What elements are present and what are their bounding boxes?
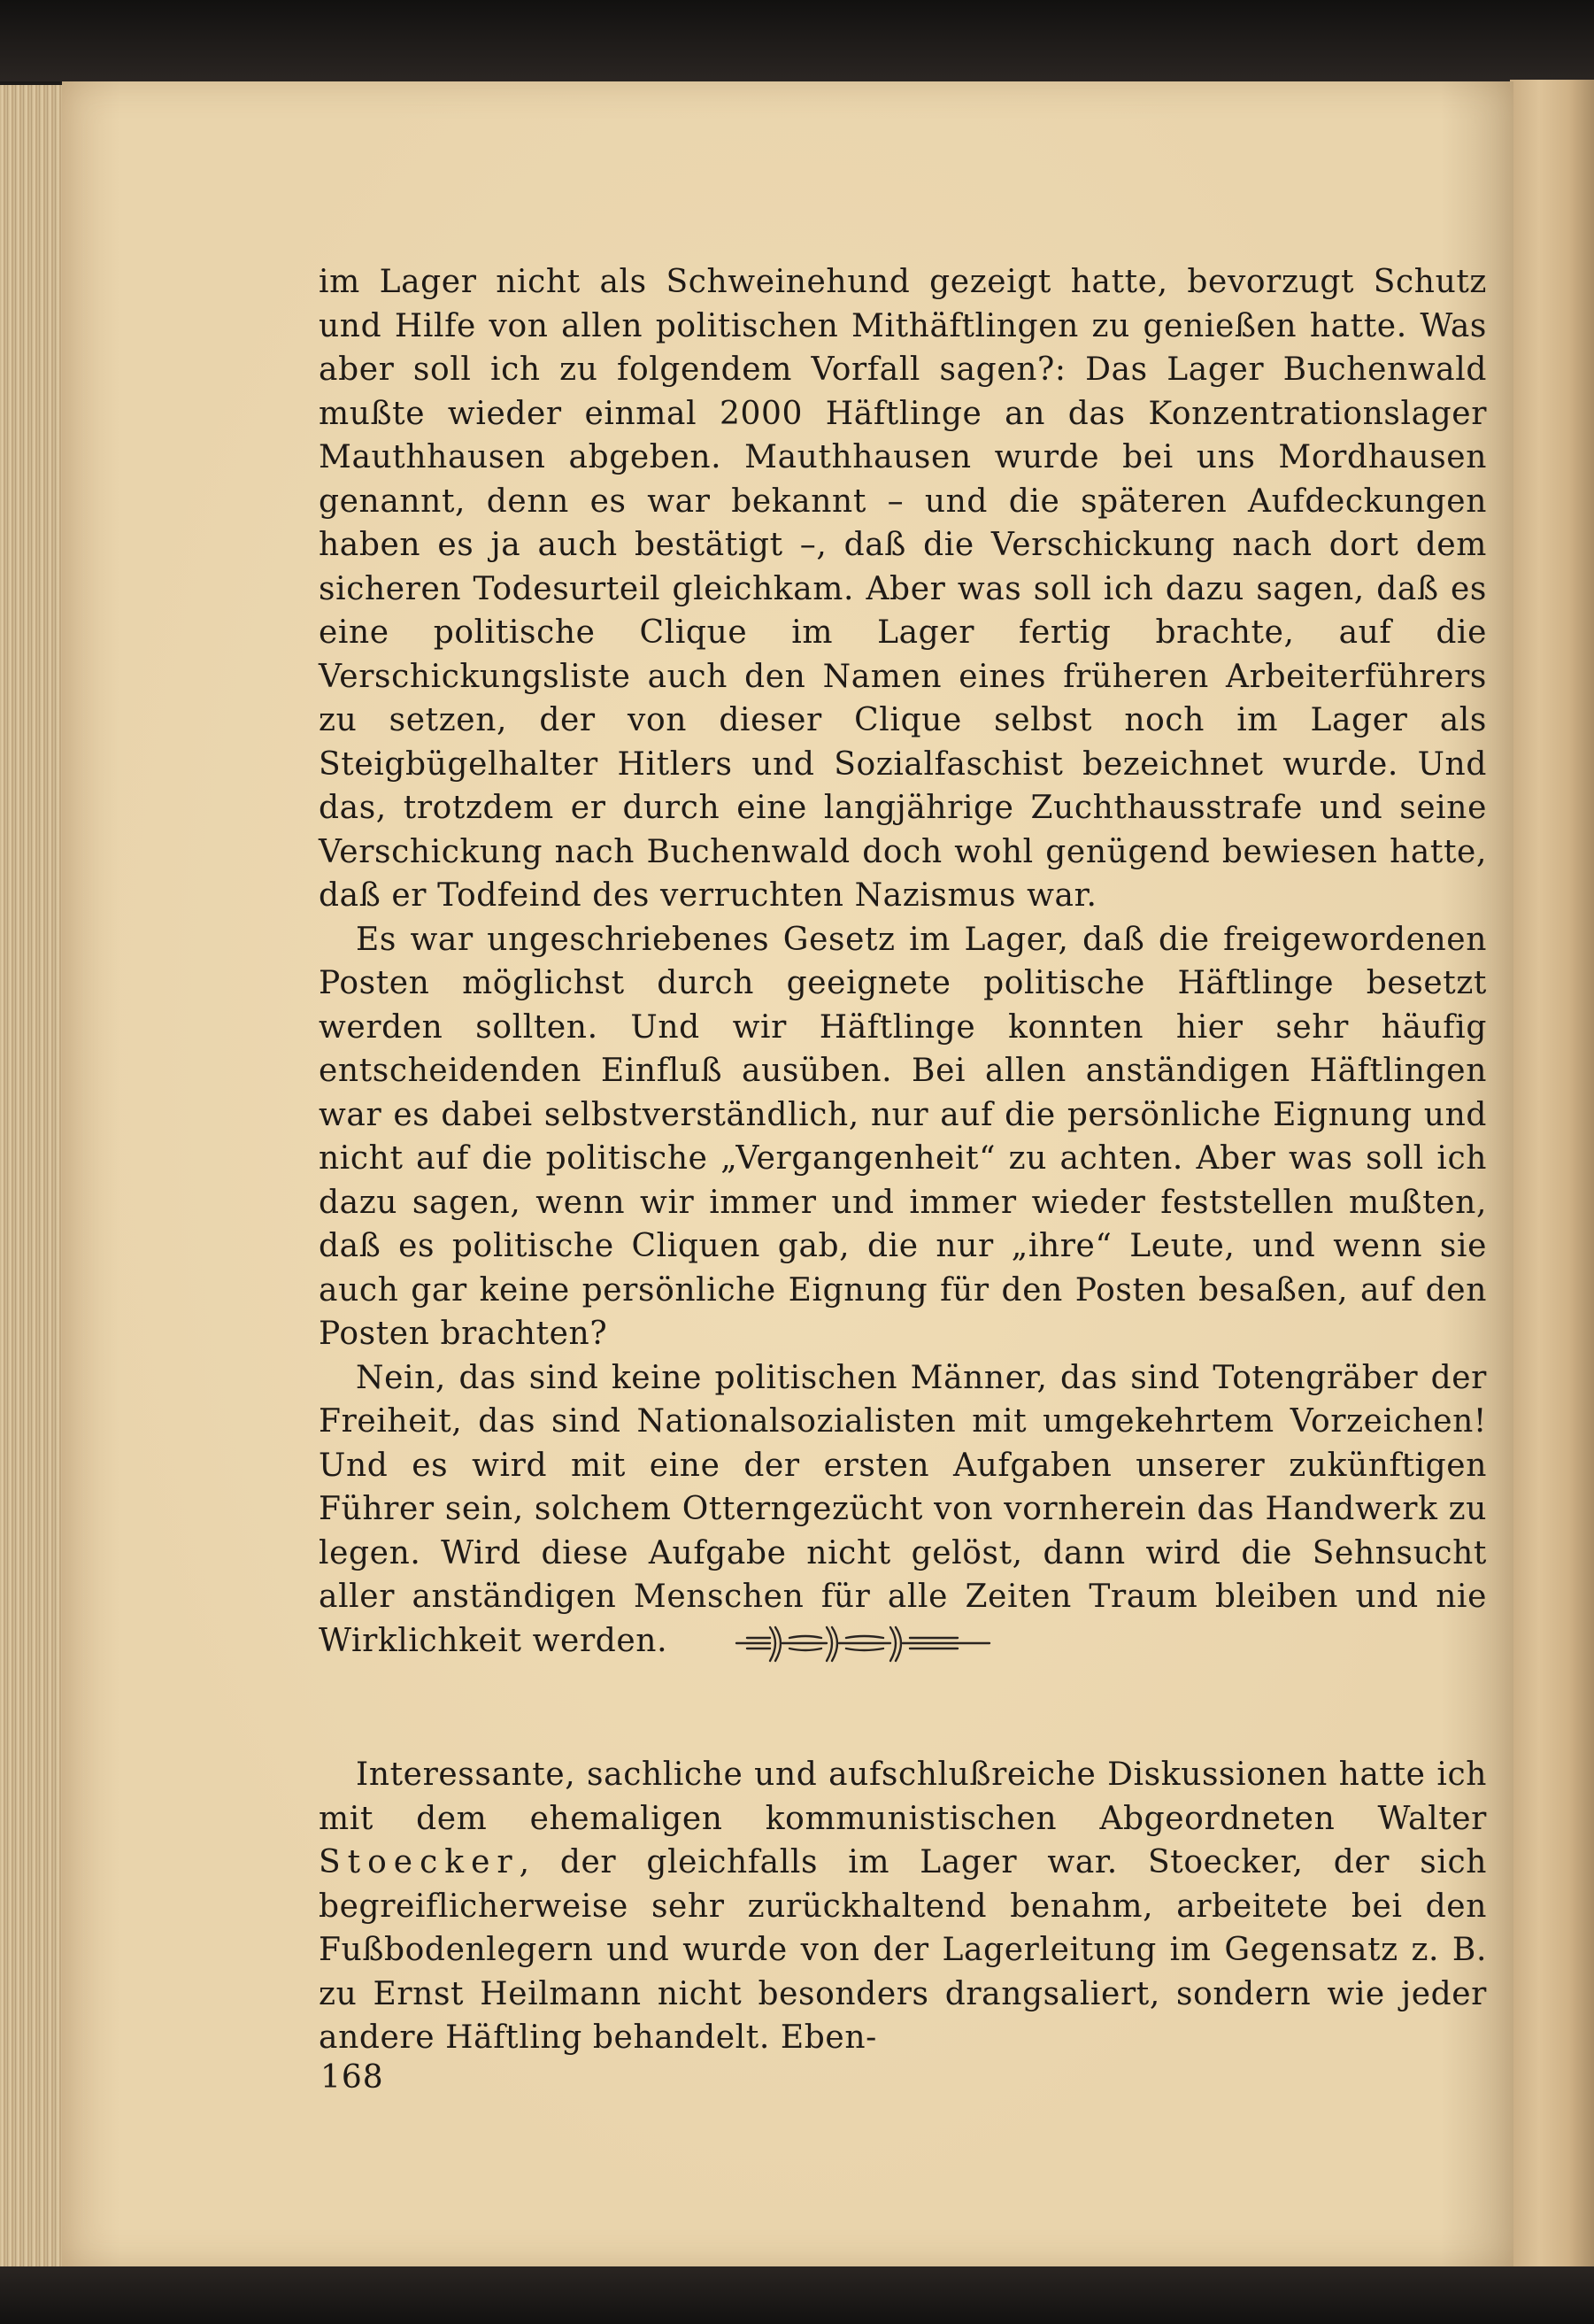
paragraph-4-end: , der gleichfalls im Lager war. Stoecker, der sich begreiflicherweise sehr zurückhaltend benahm, arbeitete bei den Fußbodenlegern und wurde von der Lagerleitung im Gegensatz z. B. zu Ernst Heilmann nicht besonders drangsaliert, sondern wie jeder andere Häftling behandelt. Eben- [319, 1844, 1487, 2056]
scanner-frame-bottom [0, 2266, 1594, 2324]
book-right-edge [1510, 80, 1594, 2266]
paragraph-1: im Lager nicht als Schweinehund gezeigt hatte, bevorzugt Schutz und Hilfe von allen politischen Mithäftlingen zu genießen hatte. Was aber soll ich zu folgendem Vorfall sagen?: Das Lager Buchenwald mußte wieder einmal 2000 Häftlinge an das Konzentrationslager Mauthhausen abgeben. Mauthhausen wurde bei uns Mordhausen genannt, denn es war bekannt – und die späteren Aufdeckungen haben es ja auch bestätigt –, daß die Verschickung nach dort dem sicheren Todesurteil gleichkam. Aber was soll ich dazu sagen, daß es eine politische Clique im Lager fertig brachte, auf die Verschickungsliste auch den Namen eines früheren Arbeiterführers zu setzen, der von dieser Clique selbst noch im Lager als Steigbügelhalter Hitlers und Sozialfaschist bezeichnet wurde. Und das, trotzdem er durch eine langjährige Zuchthausstrafe und seine Verschickung nach Buchenwald doch wohl genügend bewiesen hatte, daß er Todfeind des verruchten Nazismus war. [319, 264, 1487, 914]
page-number: 168 [320, 2059, 384, 2096]
spaced-name-stoecker: Stoecker [319, 1844, 520, 1880]
paragraph-3: Nein, das sind keine politischen Männer, das sind Totengräber der Freiheit, das sind Nationalsozialisten mit umgekehrtem Vorzeichen! Und es wird mit eine der ersten Aufgaben unserer zukünftigen Führer sein, solchem Otterngezücht von vornherein das Handwerk zu legen. Wird diese Aufgabe nicht gelöst, dann wird die Sehnsucht aller anständigen Menschen für alle Zeiten Traum bleiben und nie Wirklichkeit werden. [319, 1359, 1487, 1659]
book-page [62, 81, 1513, 2266]
paragraph-4-start: Interessante, sachliche und aufschlußreiche Diskussionen hatte ich mit dem ehemaligen kommunistischen Abgeordneten Walter [319, 1757, 1487, 1837]
paragraph-4 [319, 1753, 1487, 2060]
text-block-top [319, 260, 1487, 1663]
scanner-frame-top [0, 0, 1594, 81]
book-page-edge [0, 85, 64, 2272]
section-divider-ornament [735, 1622, 991, 1664]
paragraph-2: Es war ungeschriebenes Gesetz im Lager, daß die freigewordenen Posten möglichst durch geeignete politische Häftlinge besetzt werden sollten. Und wir Häftlinge konnten hier sehr häufig entscheidenden Einfluß ausüben. Bei allen anständigen Häftlingen war es dabei selbstverständlich, nur auf die persönliche Eignung und nicht auf die politische „Vergangenheit“ zu achten. Aber was soll ich dazu sagen, wenn wir immer und immer wieder feststellen mußten, daß es politische Cliquen gab, die nur „ihre“ Leute, und wenn sie auch gar keine persönliche Eignung für den Posten besaßen, auf den Posten brachten? [319, 921, 1487, 1352]
text-block-bottom [319, 1753, 1487, 2060]
